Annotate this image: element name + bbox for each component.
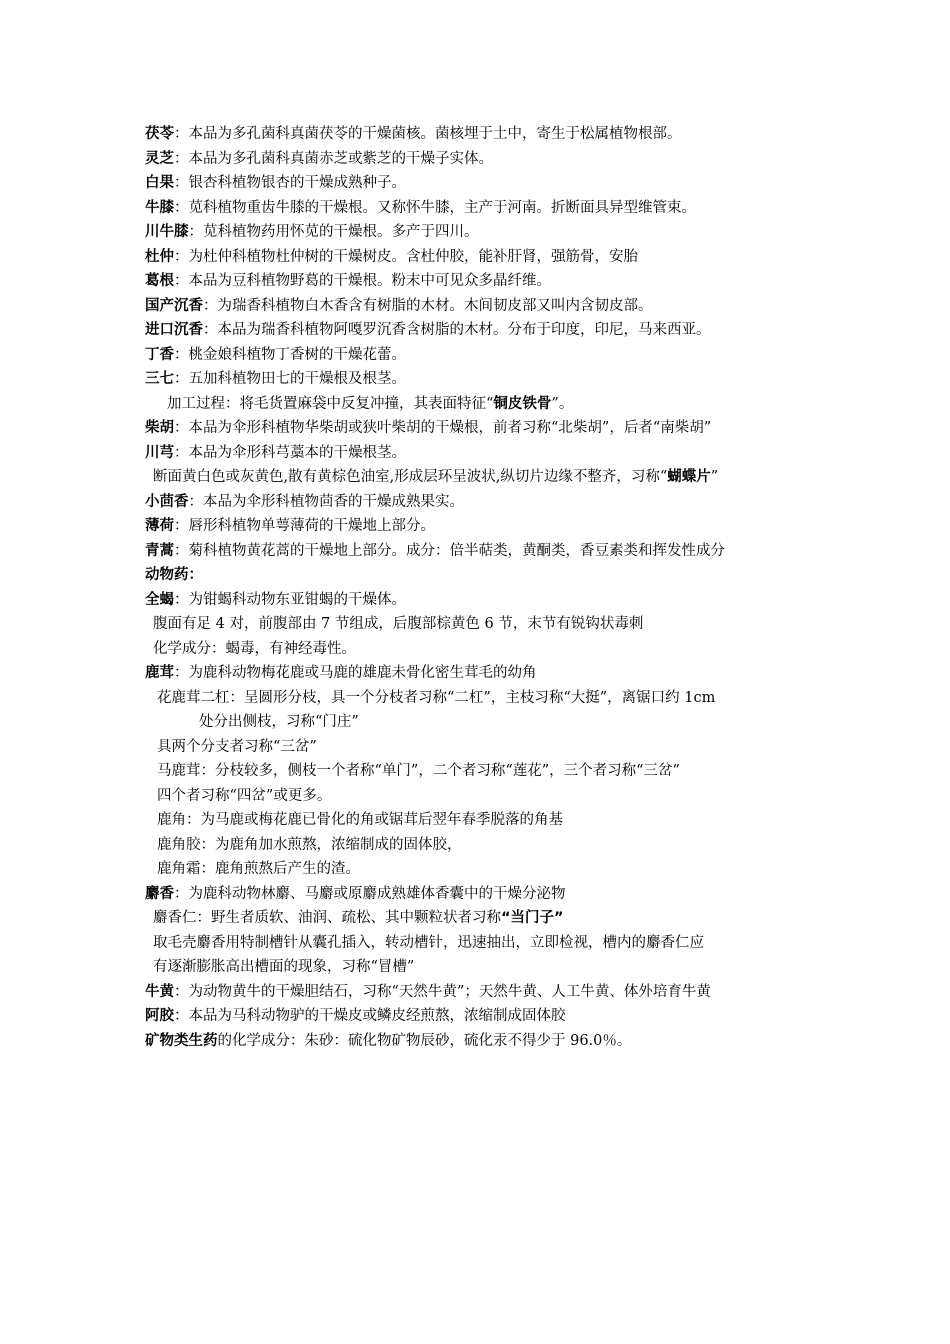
entry-text: 的化学成分：朱砂：硫化物矿物辰砂，硫化汞不得少于 96.0％。 — [217, 1032, 632, 1049]
lurong-note: 鹿角霜：鹿角煎熬后产生的渣。 — [157, 861, 360, 877]
entry-text: ：本品为豆科植物野葛的干燥根。粉末中可见众多晶纤维。 — [174, 273, 551, 289]
entry-baiguo — [145, 171, 813, 196]
chuanxiong-note — [145, 465, 813, 490]
entry-text: ：本品为伞形科芎藁本的干燥根茎。 — [174, 444, 406, 461]
entry-xiaohuixiang — [145, 490, 813, 515]
entry-term: 小茴香 — [145, 493, 189, 510]
entry-dingxiang — [145, 343, 813, 368]
note-text: ”。 — [551, 395, 574, 412]
entry-bohe — [145, 514, 813, 539]
entry-text: ：本品为瑞香科植物阿嘎罗沉香含树脂的木材。分布于印度，印尼，马来西亚。 — [203, 322, 711, 338]
entry-qinghao — [145, 539, 813, 564]
entry-text: ：为动物黄牛的干燥胆结石，习称“天然牛黄”；天然牛黄、人工牛黄、体外培育牛黄 — [174, 983, 711, 1000]
entry-jinkou-chenxiang — [145, 318, 813, 343]
entry-term: 麝香 — [145, 885, 174, 902]
entry-gegen — [145, 269, 813, 294]
entry-term: 青蒿 — [145, 542, 174, 559]
entry-niuhuang — [145, 980, 813, 1005]
quanxie-note: 腹面有足 4 对，前腹部由 7 节组成，后腹部棕黄色 6 节，末节有锐钩状毒刺 — [153, 616, 644, 632]
quanxie-note: 化学成分：蝎毒，有神经毒性。 — [153, 640, 356, 657]
lurong-note: 四个者习称“四岔”或更多。 — [157, 787, 332, 804]
entry-term: 茯苓 — [145, 126, 174, 142]
entry-quanxie — [145, 588, 813, 613]
entry-term: 牛黄 — [145, 983, 174, 1000]
entry-term: 丁香 — [145, 346, 174, 363]
note-bold-term: 蝴蝶片 — [667, 469, 711, 485]
entry-shexiang — [145, 882, 813, 907]
sanqi-note — [145, 392, 813, 417]
shexiang-note — [145, 906, 813, 931]
entry-text: ：本品为多孔菌科真菌赤芝或紫芝的干燥子实体。 — [174, 150, 493, 167]
note-bold-term: 铜皮铁骨 — [493, 395, 552, 412]
document-body — [145, 122, 813, 1053]
lurong-note: 处分出侧枝，习称“门庄” — [199, 714, 359, 730]
note-text: 加工过程：将毛货置麻袋中反复冲撞，其表面特征“ — [167, 395, 494, 412]
entry-text: ：苋科植物重齿牛膝的干燥根。又称怀牛膝，主产于河南。折断面具异型维管束。 — [174, 199, 696, 216]
entry-text: ：苋科植物药用怀苋的干燥根。多产于四川。 — [188, 224, 479, 240]
entry-text: ：本品为马科动物驴的干燥皮或鳞皮经煎熬，浓缩制成固体胶 — [174, 1008, 566, 1024]
shexiang-note: 取毛壳麝香用特制槽针从囊孔插入，转动槽针，迅速抽出，立即检视，槽内的麝香仁应 — [153, 934, 704, 951]
note-text: 断面黄白色或灰黄色,散有黄棕色油室,形成层环呈波状,纵切片边缘不整齐，习称“ — [153, 469, 668, 485]
entry-term: 川牛膝 — [145, 224, 189, 240]
entry-term: 灵芝 — [145, 150, 174, 167]
entry-term: 白果 — [145, 175, 174, 191]
entry-niuxi — [145, 196, 813, 221]
entry-sanqi — [145, 367, 813, 392]
note-bold-term: “当门子” — [501, 910, 564, 926]
note-text: 麝香仁：野生者质软、油润、疏松、其中颗粒状者习称 — [153, 910, 501, 926]
entry-chuanxiong — [145, 441, 813, 466]
entry-text: ：五加科植物田七的干燥根及根茎。 — [174, 371, 406, 387]
section-heading-animal — [145, 563, 813, 588]
entry-text: ：桃金娘科植物丁香树的干燥花蕾。 — [174, 346, 406, 363]
shexiang-note: 有逐渐膨胀高出槽面的现象，习称“冒槽” — [153, 959, 415, 975]
lurong-note: 具两个分支者习称“三岔” — [157, 738, 317, 755]
entry-term: 国产沉香 — [145, 297, 203, 314]
entry-term: 葛根 — [145, 273, 174, 289]
entry-text: ：银杏科植物银杏的干燥成熟种子。 — [174, 175, 406, 191]
note-text: ” — [710, 469, 719, 485]
entry-chuanniuxi — [145, 220, 813, 245]
entry-term: 薄荷 — [145, 518, 174, 534]
entry-term: 杜仲 — [145, 248, 174, 265]
entry-term: 矿物类生药 — [145, 1032, 218, 1049]
lurong-note: 花鹿茸二杠：呈圆形分枝，具一个分枝者习称“二杠”，主枝习称“大挺”，离锯口约 1cm — [157, 689, 716, 706]
entry-text: ：为瑞香科植物白木香含有树脂的木材。木间韧皮部又叫内含韧皮部。 — [203, 297, 653, 314]
entry-text: ：本品为伞形科植物茴香的干燥成熟果实。 — [188, 493, 464, 510]
lurong-note: 马鹿茸：分枝较多，侧枝一个者称“单门”，二个者习称“莲花”，三个者习称“三岔” — [157, 763, 680, 779]
section-heading: 动物药： — [145, 567, 203, 583]
entry-text: ：为鹿科动物梅花鹿或马鹿的雄鹿未骨化密生茸毛的幼角 — [174, 665, 537, 681]
entry-term: 阿胶 — [145, 1008, 174, 1024]
entry-term: 牛膝 — [145, 199, 174, 216]
entry-term: 鹿茸 — [145, 665, 174, 681]
entry-text: ：为鹿科动物林麝、马麝或原麝成熟雄体香囊中的干燥分泌物 — [174, 885, 566, 902]
entry-guochan-chenxiang — [145, 294, 813, 319]
lurong-note: 鹿角：为马鹿或梅花鹿已骨化的角或锯茸后翌年春季脱落的角基 — [157, 812, 563, 828]
entry-text: ：菊科植物黄花蒿的干燥地上部分。成分：倍半萜类，黄酮类，香豆素类和挥发性成分 — [174, 542, 725, 559]
entry-text: ：本品为多孔菌科真菌茯苓的干燥菌核。菌核埋于土中，寄生于松属植物根部。 — [174, 126, 682, 142]
entry-text: ：为钳蝎科动物东亚钳蝎的干燥体。 — [174, 591, 406, 608]
entry-term: 进口沉香 — [145, 322, 203, 338]
lurong-note: 鹿角胶：为鹿角加水煎熬，浓缩制成的固体胶， — [157, 836, 462, 853]
entry-text: ：为杜仲科植物杜仲树的干燥树皮。含杜仲胶，能补肝肾，强筋骨，安胎 — [174, 248, 638, 265]
entry-text: ：本品为伞形科植物华柴胡或狭叶柴胡的干燥根，前者习称“北柴胡”，后者“南柴胡” — [174, 420, 712, 436]
entry-ejiao — [145, 1004, 813, 1029]
entry-term: 全蝎 — [145, 591, 174, 608]
entry-text: ：唇形科植物单萼薄荷的干燥地上部分。 — [174, 518, 435, 534]
entry-chaihu — [145, 416, 813, 441]
entry-lurong — [145, 661, 813, 686]
entry-term: 三七 — [145, 371, 174, 387]
entry-fuling — [145, 122, 813, 147]
entry-term: 川芎 — [145, 444, 174, 461]
entry-term: 柴胡 — [145, 420, 174, 436]
entry-mineral — [145, 1029, 813, 1054]
entry-duzhong — [145, 245, 813, 270]
entry-lingzhi — [145, 147, 813, 172]
